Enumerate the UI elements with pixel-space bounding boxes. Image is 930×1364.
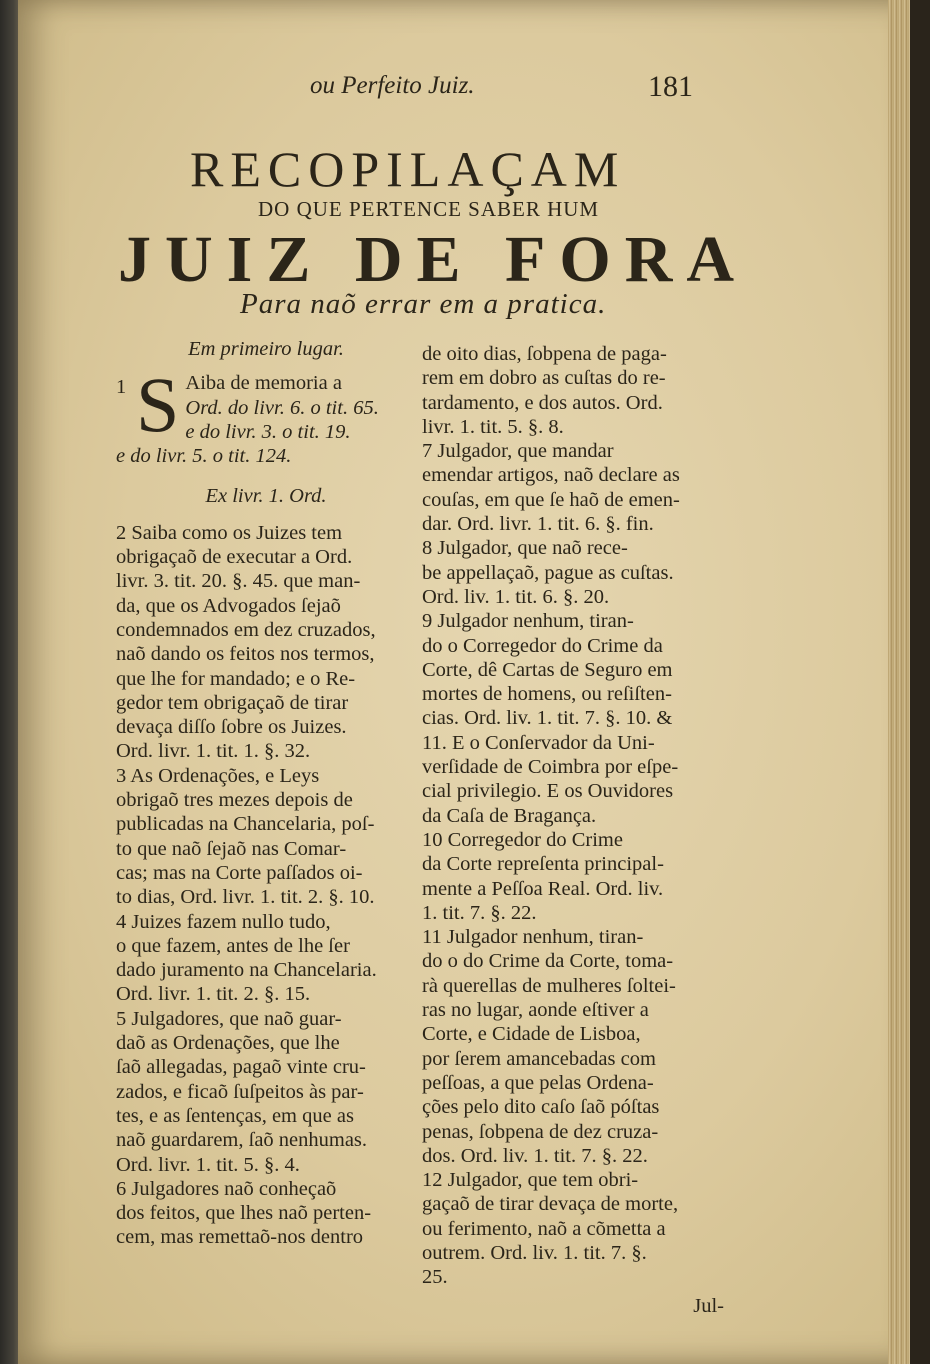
text-line: penas, ſobpena de dez cruza- (422, 1120, 659, 1143)
text-line: gaçaõ de tirar devaça de morte, (422, 1193, 679, 1216)
text-line: to dias, Ord. livr. 1. tit. 2. §. 10. (116, 886, 375, 909)
text-line: Ord. livr. 1. tit. 5. §. 4. (116, 1153, 300, 1176)
title-recopilacam: RECOPILAÇAM (190, 141, 626, 197)
text-line: 10 Corregedor do Crime (422, 828, 623, 851)
text-line: Corte, dê Cartas de Seguro em (422, 658, 673, 681)
text-line: 4 Juizes fazem nullo tudo, (116, 910, 331, 933)
text-line: 5 Julgadores, que naõ guar- (116, 1007, 342, 1030)
text-line: e do livr. 3. o tit. 19. (185, 420, 351, 443)
book-page (18, 0, 910, 1364)
right-column (422, 342, 730, 1318)
text-line: couſas, em que ſe haõ de emen- (422, 488, 680, 511)
text-line: da, que os Advogados ſejaõ (116, 594, 341, 617)
text-line: Corte, e Cidade de Lisboa, (422, 1023, 641, 1046)
text-line: peſſoas, a que pelas Ordena- (422, 1071, 654, 1094)
text-line: tes, e as ſentenças, em que as (116, 1104, 354, 1127)
text-line: que lhe for mandado; e o Re- (116, 667, 356, 690)
text-line: por ſerem amancebadas com (422, 1047, 656, 1070)
section-subhead: Ex livr. 1. Ord. (205, 485, 327, 508)
text-line: Ord. liv. 1. tit. 6. §. 20. (422, 585, 610, 608)
text-line: ções pelo dito caſo ſaõ póſtas (422, 1096, 660, 1119)
text-line: 6 Julgadores naõ conheçaõ (116, 1177, 337, 1200)
text-line: o que fazem, antes de lhe ſer (116, 934, 350, 957)
title-subtitle: DO QUE PERTENCE SABER HUM (258, 197, 600, 221)
text-line: 11. E o Conſervador da Uni- (422, 731, 655, 754)
drop-cap: S (136, 371, 180, 449)
text-line: zados, e ficaõ ſuſpeitos às par- (116, 1080, 364, 1103)
page-number: 181 (648, 70, 693, 103)
left-text-lines (116, 521, 416, 1250)
text-line: 3 As Ordenações, e Leys (116, 764, 320, 787)
text-line: da Caſa de Bragança. (422, 804, 597, 827)
catchword: Jul- (693, 1294, 724, 1317)
text-line: e do livr. 5. o tit. 124. (116, 445, 292, 468)
title-juiz-de-fora: JUIZ DE FORA (118, 223, 749, 296)
text-line: mente a Peſſoa Real. Ord. liv. (422, 877, 664, 900)
text-line: dado juramento na Chancelaria. (116, 959, 377, 982)
text-line: dar. Ord. livr. 1. tit. 6. §. fin. (422, 513, 654, 536)
text-line: tardamento, e dos autos. Ord. (422, 391, 663, 414)
text-line: cas; mas na Corte paſſados oi- (116, 861, 363, 884)
text-line: cem, mas remettaõ-nos dentro (116, 1226, 364, 1249)
text-line: cias. Ord. liv. 1. tit. 7. §. 10. & (422, 707, 673, 730)
text-line: Ord. do livr. 6. o tit. 65. (185, 396, 379, 419)
text-line: outrem. Ord. liv. 1. tit. 7. §. (422, 1241, 647, 1264)
first-paragraph (116, 371, 416, 468)
text-line: rem em dobro as cuſtas do re- (422, 367, 666, 390)
text-line: obrigaõ tres mezes depois de (116, 789, 353, 812)
text-line: ou ferimento, naõ a cõmetta a (422, 1217, 666, 1240)
text-line: livr. 1. tit. 5. §. 8. (422, 415, 564, 438)
text-line: mortes de homens, ou reſiſten- (422, 683, 672, 706)
text-line: devaça diſſo ſobre os Juizes. (116, 716, 347, 739)
text-line: rà querellas de mulheres ſoltei- (422, 974, 676, 997)
text-line: cial privilegio. E os Ouvidores (422, 780, 674, 803)
text-line: be appellaçaõ, pague as cuſtas. (422, 561, 674, 584)
page-edge (888, 0, 910, 1364)
title-tagline: Para naõ errar em a pratica. (240, 288, 607, 320)
text-line: emendar artigos, naõ declare as (422, 464, 680, 487)
right-text-lines (422, 342, 730, 1290)
text-line: naõ guardarem, ſaõ nenhumas. (116, 1129, 368, 1152)
text-line: naõ dando os feitos nos termos, (116, 643, 375, 666)
text-line: 25. (422, 1266, 448, 1289)
text-line: to que naõ ſejaõ nas Comar- (116, 837, 347, 860)
text-line: dos. Ord. liv. 1. tit. 7. §. 22. (422, 1144, 648, 1167)
text-line: livr. 3. tit. 20. §. 45. que man- (116, 570, 361, 593)
text-line: 9 Julgador nenhum, tiran- (422, 610, 634, 633)
text-line: Ord. livr. 1. tit. 1. §. 32. (116, 740, 311, 763)
text-line: 12 Julgador, que tem obri- (422, 1169, 639, 1192)
running-title: ou Perfeito Juiz. (310, 72, 475, 99)
text-line: 1. tit. 7. §. 22. (422, 901, 537, 924)
text-line: 8 Julgador, que naõ rece- (422, 537, 628, 560)
paragraph-number: 1 (116, 376, 127, 399)
text-line: condemnados em dez cruzados, (116, 618, 376, 641)
page-header (18, 72, 910, 112)
text-line: de oito dias, ſobpena de paga- (422, 343, 667, 365)
text-line: ras no lugar, aonde eſtiver a (422, 999, 649, 1022)
text-line: ſaõ allegadas, pagaõ vinte cru- (116, 1056, 366, 1079)
text-line: verſidade de Coimbra por eſpe- (422, 756, 679, 779)
left-column (116, 337, 416, 1250)
text-line: publicadas na Chancelaria, poſ- (116, 813, 375, 836)
text-line: 7 Julgador, que mandar (422, 440, 614, 463)
text-line: da Corte repreſenta principal- (422, 853, 664, 876)
text-line: dos feitos, que lhes naõ perten- (116, 1202, 372, 1225)
text-line: gedor tem obrigaçaõ de tirar (116, 691, 349, 714)
text-line: Aiba de memoria a (185, 372, 342, 395)
text-line: 2 Saiba como os Juizes tem (116, 521, 343, 544)
section-subhead: Em primeiro lugar. (188, 338, 344, 360)
text-line: daõ as Ordenações, que lhe (116, 1032, 340, 1055)
text-line: obrigaçaõ de executar a Ord. (116, 546, 353, 569)
text-line: do o do Crime da Corte, toma- (422, 950, 674, 973)
text-line: Ord. livr. 1. tit. 2. §. 15. (116, 983, 311, 1006)
text-line: do o Corregedor do Crime da (422, 634, 663, 657)
text-line: 11 Julgador nenhum, tiran- (422, 926, 644, 949)
